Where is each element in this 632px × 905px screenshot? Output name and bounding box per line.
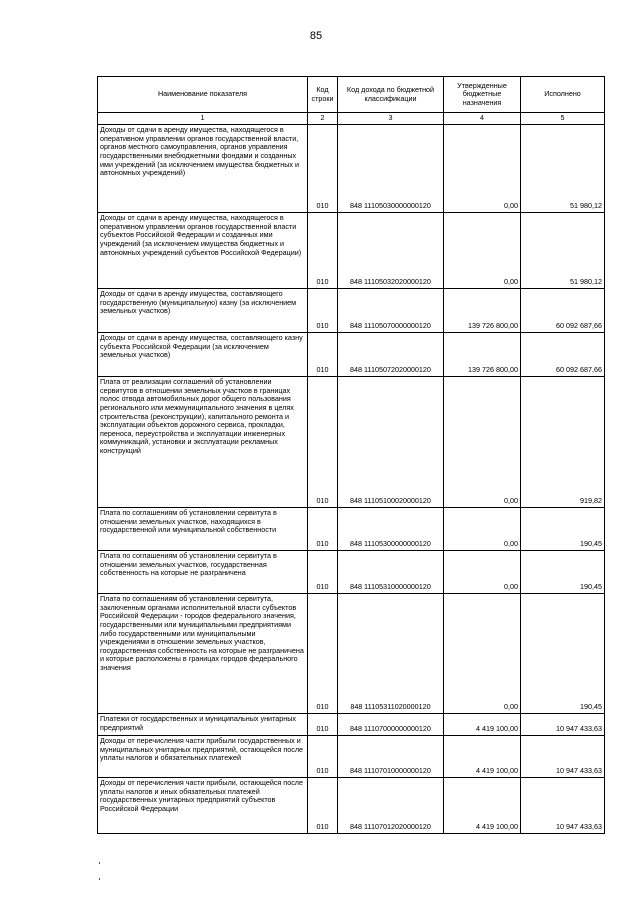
line-code: 010 — [308, 594, 338, 714]
table-row — [98, 778, 605, 834]
indicator-name: Плата по соглашениям об установлении сервитута в отношении земельных участков, находящихся в государственной или муниципальной собственности — [98, 508, 308, 551]
table-row — [98, 377, 605, 508]
executed-amount: 10 947 433,63 — [521, 714, 605, 736]
income-code: 848 11105310000000120 — [338, 551, 444, 594]
approved-amount: 0,00 — [444, 508, 521, 551]
column-number: 2 — [308, 113, 338, 125]
executed-amount: 190,45 — [521, 594, 605, 714]
table-row — [98, 736, 605, 778]
executed-amount: 60 092 687,66 — [521, 289, 605, 333]
approved-amount: 139 726 800,00 — [444, 289, 521, 333]
approved-amount: 4 419 100,00 — [444, 778, 521, 834]
executed-amount: 51 980,12 — [521, 213, 605, 289]
approved-amount: 0,00 — [444, 125, 521, 213]
header-executed: Исполнено — [521, 77, 605, 113]
income-code: 848 11105300000000120 — [338, 508, 444, 551]
column-number: 3 — [338, 113, 444, 125]
table-row — [98, 594, 605, 714]
executed-amount: 60 092 687,66 — [521, 333, 605, 377]
income-code: 848 11105100020000120 — [338, 377, 444, 508]
table-row — [98, 508, 605, 551]
table-row — [98, 714, 605, 736]
header-income-code: Код дохода по бюджетной классификации — [338, 77, 444, 113]
income-code: 848 11105030000000120 — [338, 125, 444, 213]
income-code: 848 11107010000000120 — [338, 736, 444, 778]
column-number: 5 — [521, 113, 605, 125]
income-code: 848 11105070000000120 — [338, 289, 444, 333]
line-code: 010 — [308, 125, 338, 213]
indicator-name: Доходы от сдачи в аренду имущества, составляющего казну субъекта Российской Федерации (за исключением земельных участков) — [98, 333, 308, 377]
indicator-name: Доходы от сдачи в аренду имущества, находящегося в оперативном управлении органов государственной власти субъектов Российской Федерации и созданных ими учреждений (за исключением имущества бюджетных и автономных учреждений субъектов Российской Федерации) — [98, 213, 308, 289]
approved-amount: 4 419 100,00 — [444, 714, 521, 736]
column-number: 1 — [98, 113, 308, 125]
table-row — [98, 213, 605, 289]
page-number: 85 — [309, 30, 323, 42]
income-code: 848 11105032020000120 — [338, 213, 444, 289]
indicator-name: Доходы от перечисления части прибыли государственных и муниципальных унитарных предприятий, остающейся после уплаты налогов и обязательных платежей — [98, 736, 308, 778]
approved-amount: 0,00 — [444, 377, 521, 508]
indicator-name: Доходы от сдачи в аренду имущества, составляющего государственную (муниципальную) казну (за исключением земельных участков) — [98, 289, 308, 333]
column-number-row — [98, 113, 605, 125]
approved-amount: 139 726 800,00 — [444, 333, 521, 377]
column-number: 4 — [444, 113, 521, 125]
approved-amount: 0,00 — [444, 213, 521, 289]
line-code: 010 — [308, 736, 338, 778]
indicator-name: Плата по соглашениям об установлении сервитута, заключенным органами исполнительной власти субъектов Российской Федерации - городов федерального значения, государственными или муниципальными предприятиями либо государственными или муниципальными учреждениями в отношении земельных участков, государственная собственность на которые не разграничена и которые расположены в границах городов федерального значения — [98, 594, 308, 714]
indicator-name: Доходы от перечисления части прибыли, остающейся после уплаты налогов и иных обязательных платежей государственных унитарных предприятий субъектов Российской Федерации — [98, 778, 308, 834]
table-row — [98, 333, 605, 377]
line-code: 010 — [308, 333, 338, 377]
line-code: 010 — [308, 213, 338, 289]
executed-amount: 190,45 — [521, 551, 605, 594]
executed-amount: 10 947 433,63 — [521, 736, 605, 778]
indicator-name: Плата от реализации соглашений об установлении сервитутов в отношении земельных участков в границах полос отвода автомобильных дорог общего пользования регионального или межмуниципального значения в целях строительства (реконструкции), капитального ремонта и эксплуатации объектов дорожного сервиса, прокладки, переноса, переустройства и эксплуатации инженерных коммуникаций, установки и эксплуатации рекламных конструкций — [98, 377, 308, 508]
table-row — [98, 551, 605, 594]
executed-amount: 190,45 — [521, 508, 605, 551]
header-approved: Утвержденные бюджетные назначения — [444, 77, 521, 113]
line-code: 010 — [308, 714, 338, 736]
header-line-code: Код строки — [308, 77, 338, 113]
line-code: 010 — [308, 551, 338, 594]
indicator-name: Платежи от государственных и муниципальных унитарных предприятий — [98, 714, 308, 736]
executed-amount: 919,82 — [521, 377, 605, 508]
header-indicator-name: Наименование показателя — [98, 77, 308, 113]
line-code: 010 — [308, 377, 338, 508]
indicator-name: Доходы от сдачи в аренду имущества, находящегося в оперативном управлении органов государственной власти, органов местного самоуправления, органов управления государственными внебюджетными фондами и созданных ими учреждений (за исключением имущества бюджетных и автономных учреждений) — [98, 125, 308, 213]
approved-amount: 0,00 — [444, 551, 521, 594]
table-row — [98, 125, 605, 213]
table-row — [98, 289, 605, 333]
approved-amount: 4 419 100,00 — [444, 736, 521, 778]
line-code: 010 — [308, 289, 338, 333]
margin-mark — [99, 878, 100, 880]
executed-amount: 10 947 433,63 — [521, 778, 605, 834]
margin-mark — [99, 862, 100, 864]
income-code: 848 11105072020000120 — [338, 333, 444, 377]
income-code: 848 11105311020000120 — [338, 594, 444, 714]
executed-amount: 51 980,12 — [521, 125, 605, 213]
approved-amount: 0,00 — [444, 594, 521, 714]
income-code: 848 11107012020000120 — [338, 778, 444, 834]
line-code: 010 — [308, 778, 338, 834]
income-code: 848 11107000000000120 — [338, 714, 444, 736]
line-code: 010 — [308, 508, 338, 551]
header-row — [98, 77, 605, 113]
indicator-name: Плата по соглашениям об установлении сервитута в отношении земельных участков, государственная собственность на которые не разграничена — [98, 551, 308, 594]
budget-income-table — [97, 76, 605, 834]
